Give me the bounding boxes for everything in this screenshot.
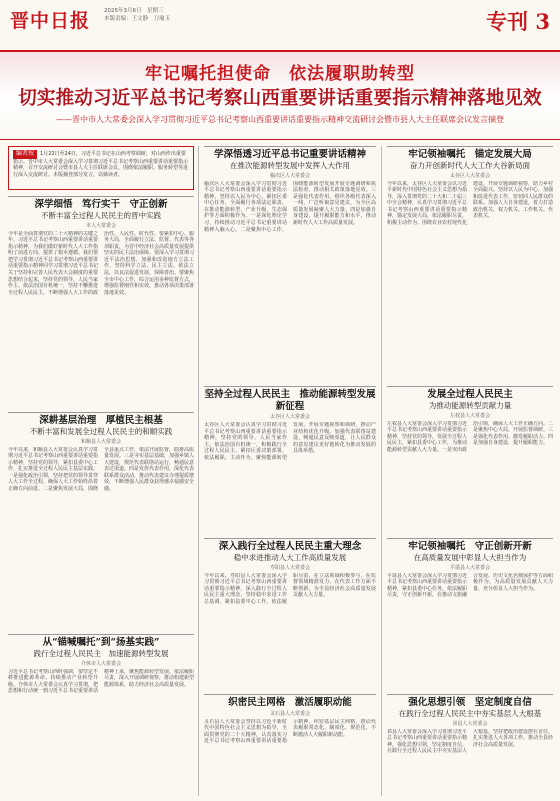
article-body: 榆次区人大常委会深入学习贯彻习近平总书记考察山西重要讲话重要指示精神，坚持以人民为中心，紧扣区委中心任务，全面履行各项法定职责，在推动能源转型、产业升级、生态保护等方面积极作为。一是深化理论学习，持续推动习近平总书记重要讲话精神入脑入心。二是聚焦中心工作，围绕能源转型发展开展专题调研和执法检查，推动相关政策落地见效。三是强化代表作用，组织各级代表深入一线，广泛听取意见建议，为全区高质量发展凝聚人大力量。四是加强自身建设，提升履职能力和水平，推动新时代人大工作高质量发展。 [204, 180, 376, 233]
issue-info [104, 7, 170, 23]
article-subtitle: 在践行全过程人民民主中夯实基层人大根基 [398, 708, 542, 718]
banner-kicker: 牢记嘱托担使命 依法履职助转型 [145, 64, 415, 84]
banner-subheadline: ——晋中市人大常委会深入学习贯彻习近平总书记考察山西重要讲话重要指示精神交流研讨会暨市县人大主任联席会议发言摘登 [56, 115, 504, 124]
article-title: 织密民主网格 激活履职动能 [228, 697, 352, 708]
article-subtitle: 在高质量发展中彰显人大担当作为 [413, 552, 527, 562]
article-title: 从“锚喊嘱托”到“扬基实践” [42, 637, 160, 648]
article-subtitle: 奋力开创新时代人大工作大谷新局面 [410, 160, 530, 170]
article-author: 灵石县人大常委会 [269, 710, 310, 717]
article-a6[interactable] [204, 538, 376, 690]
article-a10[interactable] [387, 538, 553, 690]
article-a8[interactable] [387, 146, 553, 382]
article-a9[interactable] [387, 386, 553, 534]
article-body: 今年以来，寿阳县人大常委会深入学习贯彻习近平总书记考察山西重要讲话重要指示精神，深入践行全过程人民民主重大理念，坚持稳中求进工作总基调，紧扣县委中心工作，依法履职尽责。在立法领域积极参与，在监督领域精准发力，在代表工作方面不断创新，为全县经济社会高质量发展贡献人大力量。 [204, 572, 376, 605]
article-author: 太谷区人大常委会 [269, 414, 310, 420]
editor-note-tag: 编者按 [13, 150, 37, 159]
article-title: 坚持全过程人民民主 推动能源转型发展新征程 [204, 389, 376, 412]
issue-number: 本版责编：王文静 刀瑜玉 [104, 16, 171, 22]
paper-name: 晋中日报 [10, 10, 91, 32]
article-body: 今年以来，和顺县人大常委会认真学习贯彻习近平总书记考察山西重要讲话重要指示精神，坚持党的领导，紧扣县委中心工作，扎实推进全过程人民民主基层实践。一是强化政治引领，坚持把党的领导贯穿人大工作全过程，确保人大工作始终沿着正确方向前进。二是聚焦发展大局，围绕全县重点工作，依法开展监督，助推高质量发展。三是夯实基层基础，加强乡镇人大建设，规范代表联络站运行，畅通民意表达渠道。四是发挥代表作用，深化代表联系群众活动，推动代表建议办理提质增效，不断增强人民群众获得感幸福感安全感。 [8, 446, 194, 493]
article-title: 深耕基层治理 厚植民主根基 [39, 415, 163, 426]
editor-note-text: 1月22日至24日，习近平总书记在山西考察调研，对山西作出重要指示。晋中市人大常委会深入学习贯彻习近平总书记考察山西重要讲话重要指示精神，召开交流研讨会暨市县人大主任联席会议，围绕依法履职、服务转型等进行深入交流研讨。本版摘登部分发言，以飨读者。 [13, 151, 189, 178]
article-body: 太谷区人大常委会认真学习贯彻习近平总书记考察山西重要讲话重要指示精神，坚持党的领导、人民当家作主、依法治国有机统一，积极践行全过程人民民主，紧扣区委决策部署，依法履职，主动作为。聚焦能源转型发展，开展专题视察和调研，推动产业结构优化升级。加强代表联络站建设，畅通民意反映渠道，让人民群众的意见建议更好地转化为推动发展的具体举措。 [204, 422, 376, 461]
article-author: 和顺县人大常委会 [80, 438, 121, 445]
masthead [0, 0, 560, 52]
article-author: 平遥县人大常委会 [449, 564, 490, 571]
article-body: 习近平总书记考察山西时强调，要坚定不移推进能源革命，持续推动产业转型升级。介休市人大常委会认真学习贯彻，把思想和行动统一到习近平总书记重要讲话精神上来，聚焦能源转型发展，依法履职尽责，深入开展调研视察，推动构建新型能源体系，助力经济社会高质量发展。 [8, 668, 194, 695]
article-a4[interactable] [204, 146, 376, 382]
article-a3[interactable] [8, 634, 194, 796]
article-title: 学深悟透习近平总书记重要讲话精神 [213, 149, 366, 160]
article-a1[interactable] [8, 196, 194, 408]
article-a11[interactable] [387, 694, 553, 796]
article-subtitle: 在推次能源转型发展中发挥人大作用 [230, 160, 350, 170]
article-title: 发展全过程人民民主 [427, 389, 513, 400]
column-rule [381, 146, 382, 796]
article-body: 祁县人大常委会深入学习贯彻习近平总书记考察山西重要讲话重要指示精神，强化思想引领，坚定制度自信，在践行全过程人民民主中夯实基层人大根基。坚持把政治建设摆在首位，扎实推进人大各项工作，推动全县经济社会高质量发展。 [387, 728, 553, 755]
headline-banner [0, 52, 560, 140]
issue-date: 2025年3月6日 星期三 [104, 8, 164, 14]
article-subtitle: 不断丰富和发展全过程人民民主的和顺实践 [29, 426, 173, 436]
article-subtitle: 稳中求进推动人大工作高质量发展 [233, 552, 347, 562]
article-author: 介休市人大常委会 [80, 660, 121, 667]
article-subtitle: 践行全过程人民民主 加速能源转型发展 [33, 648, 169, 658]
article-title: 深学细悟 笃行实干 守正创新 [34, 199, 168, 210]
page-section-label: 专刊 3 [486, 9, 550, 34]
banner-main-headline: 切实推动习近平总书记考察山西重要讲话重要指示精神落地见效 [18, 88, 542, 109]
article-author: 市人大常委会 [85, 222, 116, 229]
article-body: 平遥县人大常委会深入学习贯彻习近平总书记考察山西重要讲话重要指示精神，紧扣县委中心任务，依法履职尽责，守正创新开新，在推动文旅融合发展、历史文化名城保护等方面积极作为，为高质量发展贡献人大力量，充分彰显人大担当作为。 [387, 572, 553, 599]
article-body: 今年是全面贯彻党的二十大精神的关键之年。习近平总书记考察山西重要讲话重要指示精神，为我们做好新时代人大工作指明了前进方向、提供了根本遵循。我们要把学习贯彻习近平总书记考察山西重要讲话重要指示精神同学习贯彻习近平总书记关于坚持和完善人民代表大会制度的重要思想结合起来，坚持党的领导、人民当家作主、依法治国有机统一，坚持不懈推进全过程人民民主，不断增强人大工作的政治性、人民性、时代性。要紧扣中心、服务大局，全面履行立法、监督、代表等各项职责，为晋中经济社会高质量发展提供坚实的民主法治保障。要深入学习贯彻习近平法治思想，加强和改进地方立法工作，坚持科学立法、民主立法、依法立法，以良法促进发展、保障善治。要聚焦全市中心工作，综合运用多种监督方式，增强监督刚性和实效，推动各项决策部署落地见效。 [8, 230, 194, 296]
article-author: 祁县人大常委会 [452, 720, 488, 727]
article-body: 灵石县人大常委会坚持以习近平新时代中国特色社会主义思想为指导，全面贯彻党的二十大精神，认真落实习近平总书记考察山西重要讲话重要指示精神，织密基层民主网格，推动代表履职常态化、制度化、规范化，不断激活人大履职新动能。 [204, 718, 376, 745]
article-subtitle: 不断丰富全过程人民民主的晋中实践 [41, 210, 161, 220]
article-author: 寿阳县人大常委会 [269, 564, 310, 571]
article-subtitle: 为推动能源转型贡献力量 [428, 400, 512, 410]
article-author: 太谷区人大常委会 [449, 172, 490, 179]
article-author: 左权县人大常委会 [449, 412, 490, 419]
article-a2[interactable] [8, 412, 194, 630]
article-author: 榆次区人大常委会 [269, 172, 310, 179]
article-a5[interactable] [204, 386, 376, 534]
article-title: 强化思想引领 坚定制度自信 [408, 697, 532, 708]
article-title: 深入践行全过程人民民主重大理念 [218, 541, 362, 552]
article-body: 今年以来，太谷区人大常委会以习近平新时代中国特色社会主义思想为指导，深入贯彻党的二十大和二十届三中全会精神，认真学习贯彻习近平总书记考察山西重要讲话重要指示精神，锚定发展大局，依法履职尽责，积极主动作为。围绕农业农村现代化建设，开展专题调研视察，助力乡村全面振兴。坚持以人民为中心，加强和改进代表工作，密切同人民群众的联系。加强人大自身建设，着力打造政治机关、权力机关、工作机关、代表机关。 [387, 180, 553, 227]
article-title: 牢记领袖嘱托 锚定发展大局 [408, 149, 532, 160]
article-body: 左权县人大常委会深入学习贯彻习近平总书记考察山西重要讲话重要指示精神，坚持党的领导，发展全过程人民民主，紧扣县委中心工作，为推动能源转型贡献人大力量。一是突出政治引领，确保人大工作正确方向。二是聚焦中心大局，开展监督调研。三是强化代表作用，激发履职活力。四是加强自身建设，提升履职能力。 [387, 420, 553, 453]
column-rule [198, 146, 199, 796]
article-a7[interactable] [204, 694, 376, 796]
article-title: 牢记领袖嘱托 守正创新开新 [408, 541, 532, 552]
editor-note [8, 146, 194, 190]
